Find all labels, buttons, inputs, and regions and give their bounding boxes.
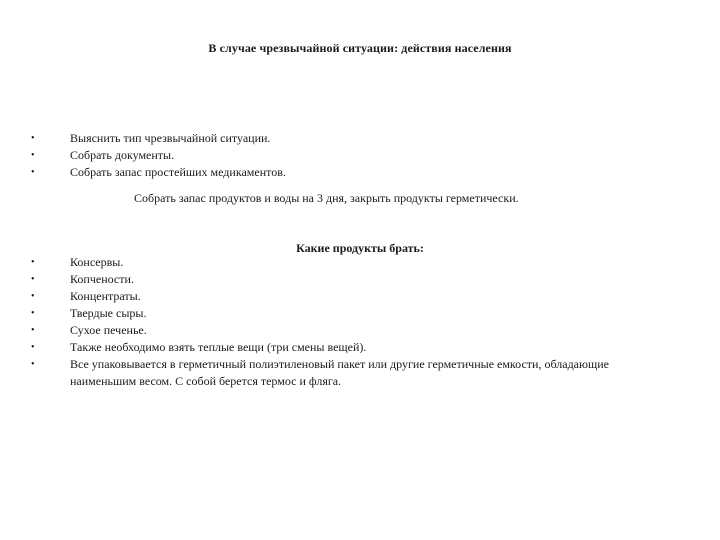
list-item: • Собрать запас простейших медикаментов. xyxy=(31,165,286,179)
bullet: • xyxy=(31,342,35,353)
bullet: • xyxy=(31,359,35,370)
list-item: • Сухое печенье. xyxy=(31,323,147,337)
bullet: • xyxy=(31,257,35,268)
list-item: • Собрать документы. xyxy=(31,148,175,162)
bullet: • xyxy=(31,308,35,319)
actions-list xyxy=(0,130,650,181)
bullet: • xyxy=(31,150,35,161)
list-item: • Все упаковывается в герметичный полиэтиленовый пакет или другие герметичные емкости, обладающие наименьшим весом. С собой берется термос и фляга. xyxy=(31,357,609,388)
bullet: • xyxy=(31,274,35,285)
bullet: • xyxy=(31,325,35,336)
list-item: • Твердые сыры. xyxy=(31,306,147,320)
list-item: • Выяснить тип чрезвычайной ситуации. xyxy=(31,131,271,145)
list-item: • Также необходимо взять теплые вещи (три смены вещей). xyxy=(31,340,367,354)
bullet: • xyxy=(31,133,35,144)
list-item: • Концентраты. xyxy=(31,289,141,303)
list-item: • Копчености. xyxy=(31,272,134,286)
section-heading: Какие продукты брать: xyxy=(296,241,424,255)
bullet: • xyxy=(31,167,35,178)
page-title: В случае чрезвычайной ситуации: действия населения xyxy=(208,41,512,55)
bullet: • xyxy=(31,291,35,302)
continuation-text: Собрать запас продуктов и воды на 3 дня, закрыть продукты герметически. xyxy=(134,191,519,205)
list-item: • Консервы. xyxy=(31,255,124,269)
products-list xyxy=(0,254,650,390)
